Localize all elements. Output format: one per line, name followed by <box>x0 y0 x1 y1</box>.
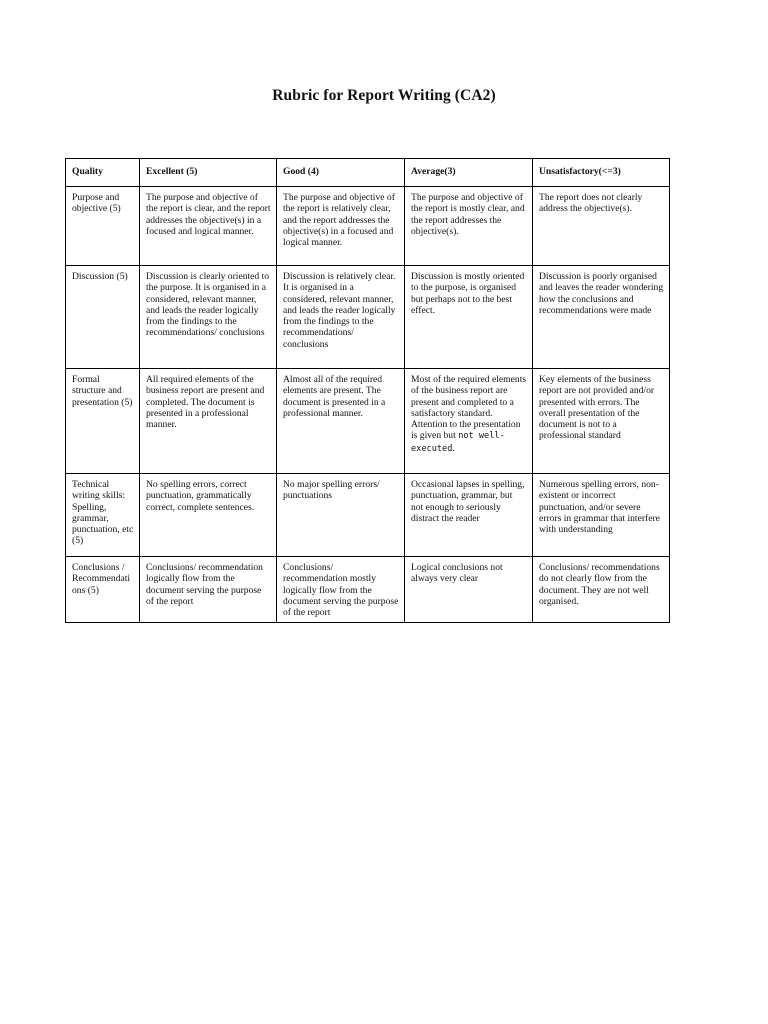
header-unsatisfactory: Unsatisfactory(<=3) <box>533 159 670 187</box>
criterion-cell: Purpose and objective (5) <box>66 187 140 266</box>
good-cell: Discussion is relatively clear. It is organised in a considered, relevant manner, and leads the reader logically from the findings to the recommendations/ conclusions <box>277 266 405 369</box>
unsatisfactory-cell: The report does not clearly address the objective(s). <box>533 187 670 266</box>
rubric-table <box>65 158 670 623</box>
average-cell: Discussion is mostly oriented to the purpose, is organised but perhaps not to the best effect. <box>405 266 533 369</box>
average-cell: Logical conclusions not always very clear <box>405 557 533 623</box>
unsatisfactory-cell: Discussion is poorly organised and leaves the reader wondering how the conclusions and recommendations were made <box>533 266 670 369</box>
average-cell: Occasional lapses in spelling, punctuation, grammar, but not enough to seriously distract the reader <box>405 474 533 557</box>
header-excellent: Excellent (5) <box>140 159 277 187</box>
unsatisfactory-cell: Key elements of the business report are not provided and/or presented with errors. The overall presentation of the document is not to a professional standard <box>533 369 670 474</box>
table-header-row <box>66 159 670 187</box>
excellent-cell: Conclusions/ recommendation logically flow from the document serving the purpose of the report <box>140 557 277 623</box>
average-text-emphasis: not well-executed <box>411 431 505 454</box>
criterion-cell: Technical writing skills: Spelling, grammar, punctuation, etc (5) <box>66 474 140 557</box>
header-average: Average(3) <box>405 159 533 187</box>
good-cell: Conclusions/ recommendation mostly logically flow from the document serving the purpose of the report <box>277 557 405 623</box>
table-row <box>66 187 670 266</box>
excellent-cell: Discussion is clearly oriented to the purpose. It is organised in a considered, relevant manner, and leads the reader logically from the findings to the recommendations/ conclusions <box>140 266 277 369</box>
table-row <box>66 266 670 369</box>
criterion-cell: Formal structure and presentation (5) <box>66 369 140 474</box>
header-quality: Quality <box>66 159 140 187</box>
criterion-cell: Conclusions / Recommendations (5) <box>66 557 140 623</box>
unsatisfactory-cell: Conclusions/ recommendations do not clearly flow from the document. They are not well organised. <box>533 557 670 623</box>
table-row <box>66 557 670 623</box>
good-cell: Almost all of the required elements are present. The document is presented in a professional manner. <box>277 369 405 474</box>
good-cell: The purpose and objective of the report is relatively clear, and the report addresses the objective(s) in a focused and logical manner. <box>277 187 405 266</box>
excellent-cell: All required elements of the business report are present and completed. The document is presented in a professional manner. <box>140 369 277 474</box>
table-row <box>66 369 670 474</box>
criterion-cell: Discussion (5) <box>66 266 140 369</box>
table-row <box>66 474 670 557</box>
header-good: Good (4) <box>277 159 405 187</box>
average-cell: The purpose and objective of the report is mostly clear, and the report addresses the objective(s). <box>405 187 533 266</box>
good-cell: No major spelling errors/ punctuations <box>277 474 405 557</box>
excellent-cell: No spelling errors, correct punctuation, grammatically correct, complete sentences. <box>140 474 277 557</box>
average-text: Most of the required elements of the business report are present and completed to a satisfactory standard. Attention to the presentation is given but <box>411 374 527 442</box>
unsatisfactory-cell: Numerous spelling errors, non-existent or incorrect punctuation, and/or severe errors in grammar that interfere with understanding <box>533 474 670 557</box>
page-title: Rubric for Report Writing (CA2) <box>272 87 496 104</box>
average-cell <box>405 369 533 474</box>
excellent-cell: The purpose and objective of the report is clear, and the report addresses the objective(s) in a focused and logical manner. <box>140 187 277 266</box>
average-text-end: . <box>452 442 455 454</box>
